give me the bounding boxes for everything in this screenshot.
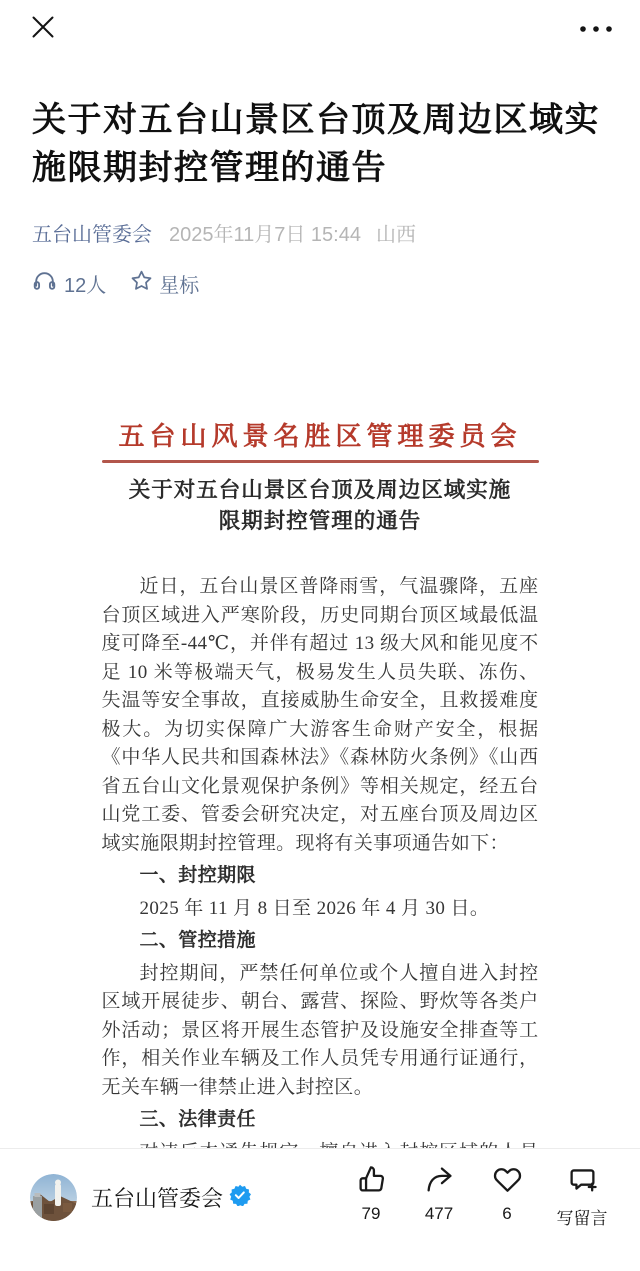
doc-red-rule-top [102,460,539,463]
share-button[interactable] [412,1165,466,1224]
thumbs-up-icon [357,1165,386,1197]
publish-date: 2025年11月7日 15:44 [169,224,361,246]
comment-button[interactable] [546,1165,618,1229]
share-icon [425,1165,454,1197]
doc-title [102,475,539,537]
close-button[interactable] [30,14,56,40]
close-icon [30,28,56,43]
account-link[interactable] [30,1174,251,1221]
doc-paragraph: 封控期间，严禁任何单位或个人擅自进入封控区域开展徒步、朝台、露营、探险、野炊等各类户外活动；景区将开展生态管护及设施安全排查等工作，相关作业车辆及工作人员凭专用通行证通行，无关车辆一律禁止进入封控区。 [101,962,539,1098]
star-label: 星标 [159,275,200,297]
document-scan-image[interactable] [102,299,539,1221]
action-buttons [330,1165,618,1229]
doc-title-line1: 关于对五台山景区台顶及周边区域实施 [128,478,512,502]
author-link[interactable]: 五台山管委会 [32,224,152,246]
publish-location: 山西 [375,224,416,246]
article-title: 关于对五台山景区台顶及周边区域实施限期封控管理的通告 [32,101,600,187]
comment-label: 写留言 [556,1209,608,1228]
star-icon [130,269,153,298]
avatar[interactable] [30,1174,77,1221]
doc-org-title: 五台山风景名胜区管理委员会 [118,422,522,451]
doc-body [102,573,539,1196]
share-count: 477 [424,1204,454,1223]
doc-title-line2: 限期封控管理的通告 [218,509,422,533]
article-meta [32,218,608,247]
doc-paragraph: 2025 年 11 月 8 日至 2026 年 4 月 30 日。 [139,897,490,919]
headphones-icon[interactable] [32,268,57,299]
doc-section-heading: 二、管控措施 [139,930,256,951]
doc-section-heading: 三、法律责任 [139,1109,256,1130]
like-button[interactable] [344,1165,398,1224]
doc-paragraph: 近日，五台山景区普降雨雪，气温骤降，五座台顶区域进入严寒阶段，历史同期台顶区域最低温度可降至-44℃，并伴有超过 13 级大风和能见度不足 10 米等极端天气，极易发生人员失联、冻伤、失温等安全事故，直接威胁生命安全，且救援难度极大。为切实保障广大游客生命财产安全，根据《中华人民共和国森林法》《森林防火条例》《山西省五台山文化景观保护条例》等相关规定，经五台山党工委、管委会研究决定，对五座台顶及周边区域实施限期封控管理。现将有关事项通告如下： [101,576,539,854]
listen-row [32,268,608,299]
heart-button[interactable] [480,1165,534,1224]
top-bar [0,0,640,54]
verified-badge-icon [229,1184,251,1211]
account-name: 五台山管委会 [91,1185,224,1211]
bottom-bar [0,1148,640,1271]
doc-section-heading: 一、封控期限 [139,865,256,886]
more-icon [578,22,614,37]
like-count: 79 [361,1204,381,1223]
comment-icon [568,1165,597,1197]
more-button[interactable] [578,24,614,34]
heart-icon [493,1165,522,1197]
heart-count: 6 [502,1204,512,1223]
star-button[interactable] [130,269,199,298]
listen-count[interactable]: 12人 [64,275,107,297]
